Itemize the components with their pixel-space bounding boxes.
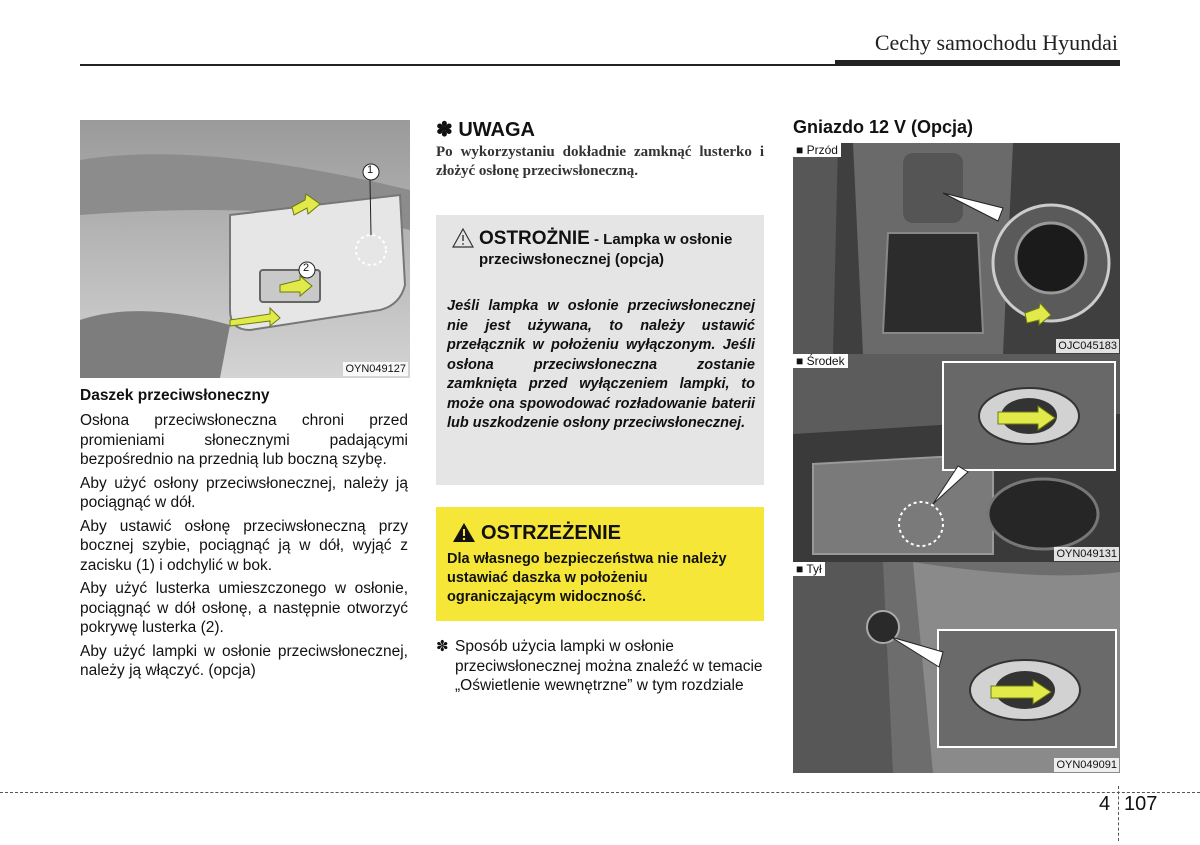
sunvisor-drawing [80,120,410,378]
front-outlet-drawing [793,143,1120,354]
note-symbol-icon: ✽ [436,638,449,655]
sunvisor-paragraph: Osłona przeciwsłoneczna chroni przed promieniami słonecznymi padającymi bezpośrednio na przednią lub boczną szybę. [80,412,408,468]
callout-1: 1 [367,164,374,176]
sunvisor-illustration [80,120,410,378]
caution-text: Jeśli lampka w osłonie przeciwsłonecznej nie jest używana, to należy ustawić przełącznik w położeniu wyłączonym. Jeśli osłona przeciwsłoneczna zostanie zamknięta przed wyłączeniem lampki, to może ona spowodować rozładowanie baterii lub uszkodzenie osłony przeciwsłonecznej. [447,298,755,431]
outlet-panel-rear [793,562,1120,773]
sunvisor-body [80,411,408,685]
panel-label-middle: ■ Środek [793,354,848,368]
uwaga-label: UWAGA [458,119,535,141]
middle-outlet-drawing [793,354,1120,562]
panel-code-front: OJC045183 [1058,340,1117,352]
panel-label-rear: ■ Tył [793,562,825,576]
image-code: OYN049127 [345,363,406,375]
panel-code-middle: OYN049131 [1056,548,1117,560]
callout-2: 2 [303,262,310,274]
asterisk-icon: ✽ [436,119,453,141]
footer-separator [1118,786,1119,841]
panel-label-front: ■ Przód [793,143,841,157]
outlet-panel-front [793,143,1120,354]
sunvisor-paragraph: Aby użyć lusterka umieszczonego w osłonie, pociągnąć w dół osłonę, a następnie otworzyć pokrywę lusterka (2). [80,580,408,636]
caution-triangle-icon [452,228,474,248]
uwaga-title [436,117,535,142]
page-number: 107 [1124,793,1158,815]
warning-title: OSTRZEŻENIE [481,522,622,544]
sunvisor-paragraph: Aby użyć lampki w osłonie przeciwsłonecznej, należy ją włączyć. (opcja) [80,642,408,679]
rear-outlet-drawing [793,562,1120,773]
sunvisor-paragraph: Aby ustawić osłonę przeciwsłoneczną przy bocznej szybie, pociągnąć ją w dół, wyjąć z zacisku (1) i odchylić w bok. [80,517,408,574]
uwaga-text: Po wykorzystaniu dokładnie zamknąć lusterko i złożyć osłonę przeciwsłoneczną. [436,144,764,179]
sunvisor-paragraph: Aby użyć osłony przeciwsłonecznej, należy ją pociągnąć w dół. [80,474,408,511]
header-rule-accent [835,60,1120,65]
chapter-number: 4 [1099,793,1111,815]
warning-text: Dla własnego bezpieczeństwa nie należy ustawiać daszka w położeniu ograniczającym widoczność. [447,551,727,605]
caution-title-main: OSTROŻNIE [479,228,590,249]
sunvisor-heading: Daszek przeciwsłoneczny [80,387,270,404]
outlet-panel-middle [793,354,1120,562]
note-text: Sposób użycia lampki w osłonie przeciwsłonecznej można znaleźć w temacie „Oświetlenie wewnętrzne” w tym rozdziale [455,638,763,694]
caution-title [479,229,749,270]
footer-rule [0,792,1200,793]
caution-title-rest: - Lampka w osłonie przeciwsłonecznej (opcja) [479,231,733,268]
page-header-title: Cechy samochodu Hyundai [874,30,1118,55]
panel-code-rear: OYN049091 [1056,759,1117,771]
warning-triangle-icon [452,522,476,543]
outlet-heading: Gniazdo 12 V (Opcja) [793,117,974,137]
